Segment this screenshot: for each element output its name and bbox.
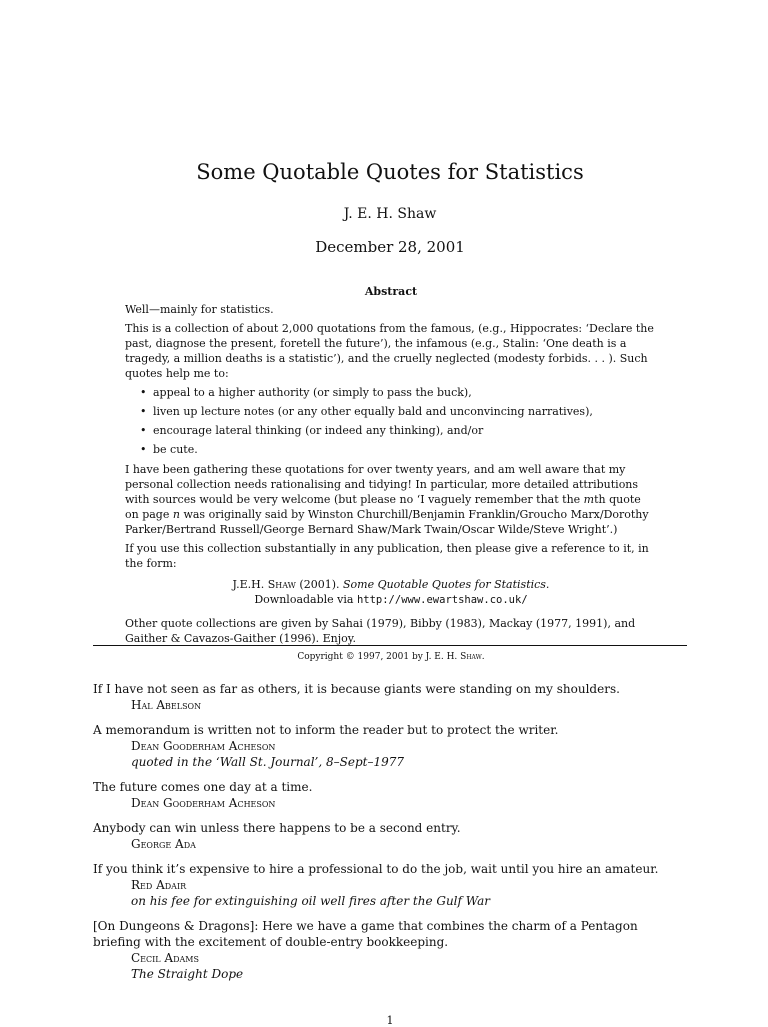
abstract-paragraph-4: Other quote collections are given by Sahai (1979), Bibby (1983), Mackay (1977, 1991), and Gaither & Cavazos-Gaither (1996). Enjoy. [125,617,636,645]
math-m: m [583,493,595,506]
quote-item [93,722,688,770]
abstract-bullet: • be cute. [140,442,657,457]
document-date: December 28, 2001 [315,238,465,256]
quote-source: The Straight Dope [131,967,244,981]
citation-block [125,577,657,608]
citation-title: Some Quotable Quotes for Statistics. [342,578,550,591]
abstract-bullet: • encourage lateral thinking (or indeed any thinking), and/or [140,423,657,438]
abstract-section [125,284,657,665]
copyright-notice [125,650,657,665]
quote-item [93,861,688,909]
quote-item [93,918,688,982]
abstract-bullet: • appeal to a higher authority (or simply to pass the buck), [140,385,657,400]
quote-text: If you think it’s expensive to hire a professional to do the job, wait until you hire an amateur. [93,862,659,876]
quote-text: The future comes one day at a time. [93,780,313,794]
page-number: 1 [386,1014,394,1027]
abstract-paragraph-2 [125,462,657,537]
abstract-heading: Abstract [364,285,418,298]
quote-text: If I have not seen as far as others, it is because giants were standing on my shoulders. [93,682,620,696]
document-author: J. E. H. Shaw [343,206,437,222]
citation-download-label: Downloadable via [254,593,357,606]
quote-author: Red Adair [131,878,187,892]
math-n: n [172,508,180,521]
paragraph-2-text-c: was originally said by Winston Churchill/Benjamin Franklin/Groucho Marx/Dorothy Parker/Bertrand Russell/George Bernard Shaw/Mark Twain/Oscar Wilde/Steve Wright’.) [125,508,649,536]
quote-item [93,681,688,713]
abstract-paragraph-1: This is a collection of about 2,000 quotations from the famous, (e.g., Hippocrates: ‘Declare the past, diagnose the present, foretell the future’), the infamous (e.g., Stalin: ‘One death is a tragedy, a million deaths is a statistic’), and the cruelly neglected (modesty forbids. . . ). Such quotes help me to: [125,322,654,380]
quote-text: Anybody can win unless there happens to be a second entry. [93,821,461,835]
section-divider [93,645,687,646]
citation-year: (2001). [295,578,343,591]
abstract-intro: Well—mainly for statistics. [125,303,274,316]
abstract-bullet: • liven up lecture notes (or any other equally bald and unconvincing narratives), [140,404,657,419]
abstract-bullet-list [125,385,657,457]
quote-text: A memorandum is written not to inform the reader but to protect the writer. [93,723,559,737]
abstract-paragraph-3: If you use this collection substantially in any publication, then please give a reference to it, in the form: [125,542,649,570]
quote-author: Dean Gooderham Acheson [131,739,276,753]
quote-source: on his fee for extinguishing oil well fires after the Gulf War [131,894,490,908]
quote-source: quoted in the ‘Wall St. Journal’, 8–Sept–1977 [131,755,404,769]
quote-author: George Ada [131,837,196,851]
quote-item [93,779,688,811]
copyright-prefix: Copyright © 1997, 2001 by [297,652,426,662]
citation-url-link[interactable]: http://www.ewartshaw.co.uk/ [356,594,528,606]
paragraph-2-text-b: th quote on page [125,493,641,521]
quote-text: [On Dungeons & Dragons]: Here we have a game that combines the charm of a Pentagon briefing with the excitement of double-entry bookkeeping. [93,919,638,949]
quote-author: Dean Gooderham Acheson [131,796,276,810]
paragraph-2-text-a: I have been gathering these quotations for over twenty years, and am well aware that my personal collection needs rationalising and tidying! In particular, more detailed attributions with sources would be very welcome (but please no ‘I vaguely remember that the [125,463,639,506]
citation-author: J.E.H. Shaw [232,578,296,591]
document-title: Some Quotable Quotes for Statistics [196,160,584,184]
quote-list [93,681,688,991]
copyright-name: J. E. H. Shaw. [425,652,485,662]
quote-item [93,820,688,852]
quote-author: Cecil Adams [131,951,199,965]
quote-author: Hal Abelson [131,698,202,712]
